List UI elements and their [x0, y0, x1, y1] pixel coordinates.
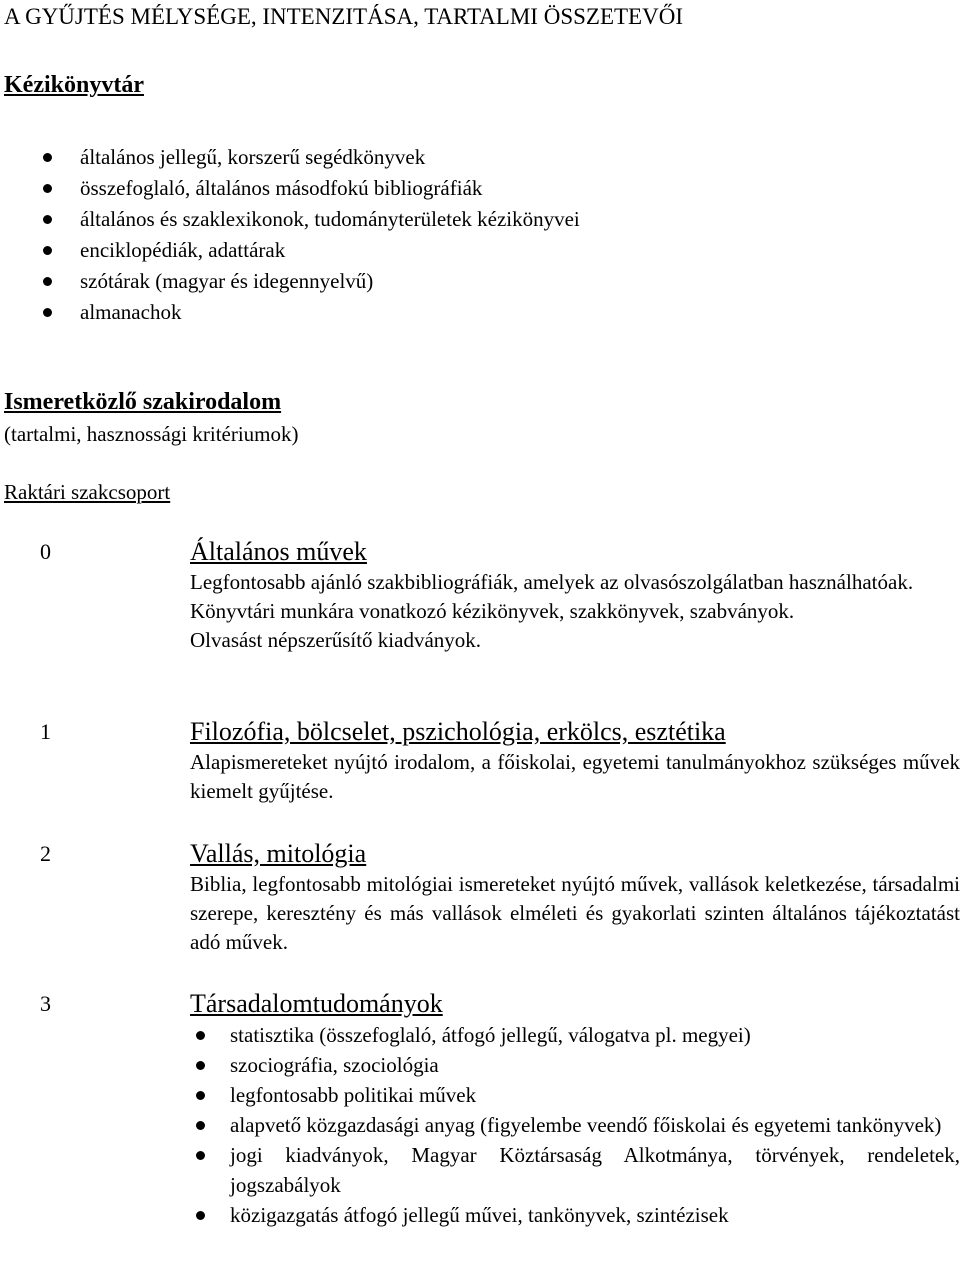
category-number: 0 — [40, 539, 51, 564]
category-number: 2 — [40, 841, 51, 866]
category-items — [230, 1020, 960, 1230]
nonfiction-subtitle: (tartalmi, hasznossági kritériumok) — [4, 422, 299, 446]
category-description — [190, 568, 960, 655]
list-item: összefoglaló, általános másodfokú bibliográfiák — [80, 173, 580, 204]
category-title: Filozófia, bölcselet, pszichológia, erkölcs, esztétika — [190, 717, 726, 746]
description-line: Alapismereteket nyújtó irodalom, a főiskolai, egyetemi tanulmányokhoz szükséges művek kiemelt gyűjtése. — [190, 750, 960, 803]
category-number: 3 — [40, 991, 51, 1016]
list-item: statisztika (összefoglaló, átfogó jellegű, válogatva pl. megyei) — [230, 1020, 960, 1050]
description-line: Könyvtári munkára vonatkozó kézikönyvek, szakkönyvek, szabványok. — [190, 599, 795, 623]
list-item: alapvető közgazdasági anyag (figyelembe veendő főiskolai és egyetemi tankönyvek) — [230, 1110, 960, 1140]
handbook-heading: Kézikönyvtár — [4, 72, 144, 98]
list-item: enciklopédiák, adattárak — [80, 235, 580, 266]
nonfiction-heading: Ismeretközlő szakirodalom — [4, 389, 282, 415]
page-title: A GYŰJTÉS MÉLYSÉGE, INTENZITÁSA, TARTALMI ÖSSZETEVŐI — [4, 4, 683, 29]
category-number: 1 — [40, 719, 51, 744]
category-description — [190, 748, 960, 806]
list-item: szociográfia, szociológia — [230, 1050, 960, 1080]
list-item: általános jellegű, korszerű segédkönyvek — [80, 142, 580, 173]
description-line: Legfontosabb ajánló szakbibliográfiák, amelyek az olvasószolgálatban használhatóak. — [190, 570, 914, 594]
category-title: Társadalomtudományok — [190, 989, 443, 1018]
category-description — [190, 870, 960, 957]
list-item: jogi kiadványok, Magyar Köztársaság Alkotmánya, törvények, rendeletek, jogszabályok — [230, 1140, 960, 1200]
list-item: almanachok — [80, 297, 580, 328]
list-item: legfontosabb politikai művek — [230, 1080, 960, 1110]
handbook-list — [80, 142, 580, 328]
list-item: szótárak (magyar és idegennyelvű) — [80, 266, 580, 297]
list-item: közigazgatás átfogó jellegű művei, tankönyvek, szintézisek — [230, 1200, 960, 1230]
description-line: Biblia, legfontosabb mitológiai ismereteket nyújtó művek, vallások keletkezése, társadalmi szerepe, keresztény és más vallások elméleti és gyakorlati szinten általános tájékoztatást adó művek. — [190, 872, 960, 954]
category-title: Vallás, mitológia — [190, 839, 367, 868]
category-title: Általános művek — [190, 537, 367, 566]
group-label: Raktári szakcsoport — [4, 480, 171, 504]
list-item: általános és szaklexikonok, tudományterületek kézikönyvei — [80, 204, 580, 235]
description-line: Olvasást népszerűsítő kiadványok. — [190, 628, 482, 652]
